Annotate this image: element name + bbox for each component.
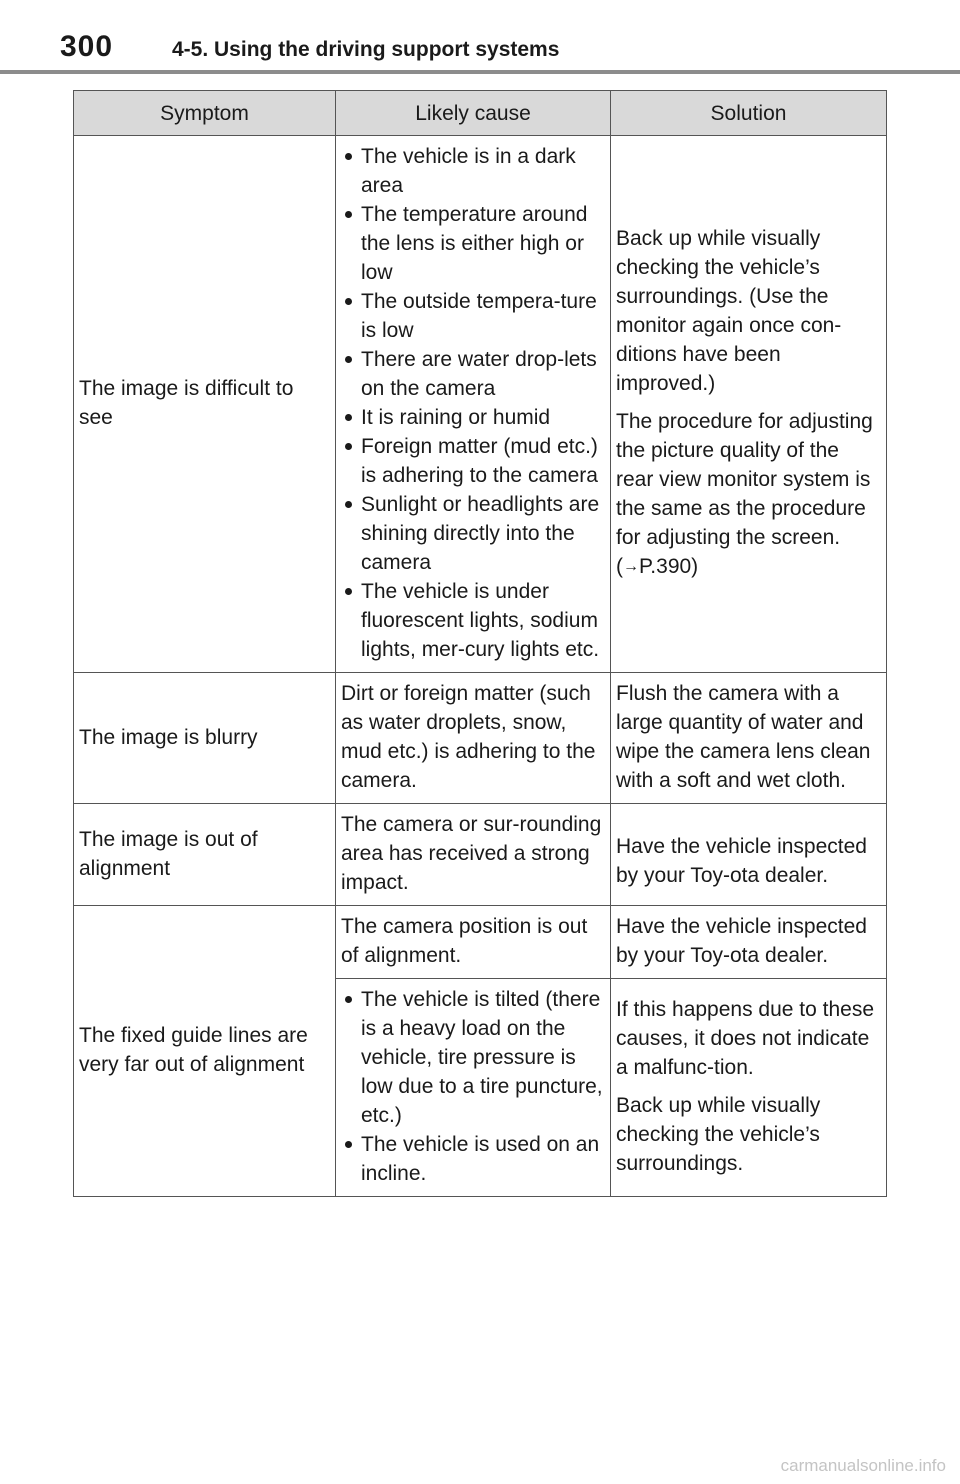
cause-item: The temperature around the lens is either high or low	[341, 200, 606, 287]
column-header-solution: Solution	[611, 91, 887, 136]
solution-paragraph: The procedure for adjusting the picture quality of the rear view monitor system is the same as the procedure for adjusting the screen.	[616, 409, 873, 549]
section-title: 4-5. Using the driving support systems	[172, 38, 560, 61]
column-header-symptom: Symptom	[74, 91, 336, 136]
cause-item: The vehicle is tilted (there is a heavy load on the vehicle, tire pressure is low due to a tire puncture, etc.)	[341, 985, 606, 1130]
cause-item: The outside tempera-ture is low	[341, 287, 606, 345]
table-row	[74, 906, 887, 979]
cause-item: The vehicle is used on an incline.	[341, 1130, 606, 1188]
cause-list	[341, 985, 606, 1188]
symptom-cell: The fixed guide lines are very far out of alignment	[74, 906, 336, 1197]
solution-cell: Flush the camera with a large quantity of water and wipe the camera lens clean with a soft and wet cloth.	[611, 673, 887, 804]
solution-paragraph: Back up while visually checking the vehicle’s surroundings. (Use the monitor again once con-ditions have been improved.)	[616, 226, 842, 395]
symptom-cell: The image is out of alignment	[74, 804, 336, 906]
header-rule	[0, 70, 960, 74]
table-header-row	[74, 91, 887, 136]
page-reference-text: P.390)	[639, 554, 699, 578]
page-header	[0, 0, 960, 74]
reference-open-paren: (	[616, 554, 623, 578]
table-row	[74, 136, 887, 673]
cause-cell: Dirt or foreign matter (such as water droplets, snow, mud etc.) is adhering to the camera.	[336, 673, 611, 804]
cause-cell	[336, 979, 611, 1197]
watermark: carmanualsonline.info	[780, 1456, 946, 1475]
troubleshooting-table	[73, 90, 887, 1197]
cause-item: It is raining or humid	[341, 403, 606, 432]
right-arrow-icon: →	[623, 557, 639, 575]
cause-item: The vehicle is under fluorescent lights, sodium lights, mer-cury lights etc.	[341, 577, 606, 664]
solution-cell: Have the vehicle inspected by your Toy-ota dealer.	[611, 804, 887, 906]
cause-item: Sunlight or headlights are shining directly into the camera	[341, 490, 606, 577]
symptom-cell: The image is difficult to see	[74, 136, 336, 673]
cause-item: The vehicle is in a dark area	[341, 142, 606, 200]
cause-cell	[336, 136, 611, 673]
table-row	[74, 804, 887, 906]
cause-cell: The camera position is out of alignment.	[336, 906, 611, 979]
solution-cell	[611, 136, 887, 673]
cause-list	[341, 142, 606, 664]
page-reference	[616, 552, 882, 583]
solution-paragraph: Back up while visually checking the vehicle’s surroundings.	[616, 1094, 821, 1175]
cause-item: Foreign matter (mud etc.) is adhering to the camera	[341, 432, 606, 490]
solution-paragraph: If this happens due to these causes, it does not indicate a malfunc-tion.	[616, 998, 875, 1079]
page-number: 300	[60, 30, 114, 63]
cause-cell: The camera or sur-rounding area has received a strong impact.	[336, 804, 611, 906]
cause-item: There are water drop-lets on the camera	[341, 345, 606, 403]
table-row	[74, 673, 887, 804]
solution-cell	[611, 979, 887, 1197]
symptom-cell: The image is blurry	[74, 673, 336, 804]
column-header-likely-cause: Likely cause	[336, 91, 611, 136]
solution-cell: Have the vehicle inspected by your Toy-ota dealer.	[611, 906, 887, 979]
